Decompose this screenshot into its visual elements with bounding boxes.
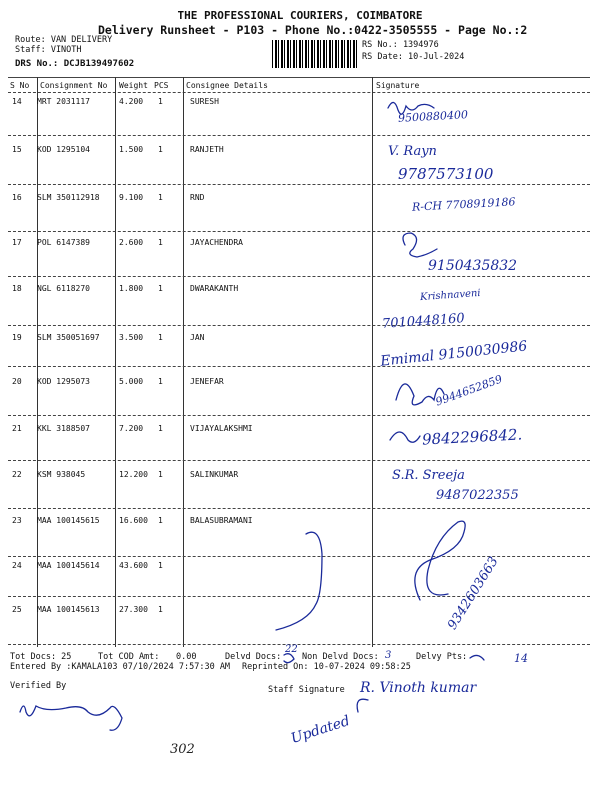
- col-header-weight: Weight: [119, 81, 148, 90]
- pcs: 1: [158, 561, 163, 570]
- pcs: 1: [158, 145, 163, 154]
- handwritten-number: 14: [514, 652, 528, 665]
- pcs: 1: [158, 470, 163, 479]
- sno: 20: [12, 377, 22, 386]
- sno: 19: [12, 333, 22, 342]
- pcs: 1: [158, 377, 163, 386]
- weight: 4.200: [119, 97, 144, 106]
- pcs: 1: [158, 424, 163, 433]
- consignment-no: MRT 2031117: [37, 97, 90, 106]
- consignee-name: RANJETH: [190, 145, 224, 154]
- sno: 21: [12, 424, 22, 433]
- handwritten-phone: R-CH 7708919186: [411, 195, 516, 214]
- signature-scribble: [276, 532, 322, 630]
- consignment-no: KOD 1295104: [37, 145, 90, 154]
- runsheet-subtitle: Delivery Runsheet - P103 - Phone No.:0422-3505555 - Page No.:2: [98, 23, 528, 37]
- sno: 22: [12, 470, 22, 479]
- delivery-points-label: Delvy Pts:: [416, 652, 468, 662]
- col-header-consignment: Consignment No: [40, 81, 108, 90]
- staff-signature-label: Staff Signature: [268, 685, 345, 695]
- sno: 25: [12, 605, 22, 614]
- handwritten-phone: 9787573100: [398, 165, 494, 183]
- consignee-name: VIJAYALAKSHMI: [190, 424, 253, 433]
- handwritten-phone: 9487022355: [436, 488, 519, 503]
- reprinted-on: Reprinted On: 10-07-2024 09:58:25: [242, 662, 411, 672]
- consignee-name: RND: [190, 193, 205, 202]
- entered-by: Entered By :KAMALA103 07/10/2024 7:57:30 AM: [10, 662, 231, 672]
- verified-by-label: Verified By: [10, 681, 67, 691]
- col-header-pcs: PCS: [154, 81, 169, 90]
- col-header-sno: S No: [10, 81, 30, 90]
- consignee-name: SALINKUMAR: [190, 470, 239, 479]
- consignment-no: KSM 938045: [37, 470, 86, 479]
- weight: 9.100: [119, 193, 144, 202]
- consignee-name: DWARAKANTH: [190, 284, 239, 293]
- pcs: 1: [158, 333, 163, 342]
- sno: 14: [12, 97, 22, 106]
- weight: 1.800: [119, 284, 144, 293]
- handwritten-staff-signature: R. Vinoth kumar: [360, 680, 477, 696]
- weight: 43.600: [119, 561, 148, 570]
- rs-date: RS Date: 10-Jul-2024: [362, 52, 465, 62]
- pcs: 1: [158, 238, 163, 247]
- signature-scribble: [284, 654, 294, 663]
- handwritten-phone: 9500880400: [397, 108, 469, 125]
- handwritten-phone: 9944652859: [433, 372, 505, 409]
- total-cod-label: Tot COD Amt:: [98, 652, 160, 662]
- consignee-name: JAYACHENDRA: [190, 238, 243, 247]
- rs-number: RS No.: 1394976: [362, 40, 439, 50]
- route-label: Route: VAN DELIVERY: [15, 35, 113, 45]
- consignee-name: BALASUBRAMANI: [190, 516, 253, 525]
- sno: 23: [12, 516, 22, 525]
- pcs: 1: [158, 284, 163, 293]
- signature-scribble: [20, 706, 122, 730]
- handwritten-mark: 302: [170, 742, 195, 757]
- handwritten-phone: 7010448160: [381, 311, 466, 332]
- pcs: 1: [158, 516, 163, 525]
- consignment-no: SLM 350051697: [37, 333, 100, 342]
- handwritten-updated: Updated: [289, 712, 352, 748]
- handwritten-phone: Emimal 9150030986: [379, 338, 529, 370]
- handwritten-name: Krishnaveni: [419, 287, 481, 304]
- handwritten-name: V. Rayn: [388, 144, 437, 159]
- col-header-consignee: Consignee Details: [186, 81, 268, 90]
- weight: 1.500: [119, 145, 144, 154]
- company-title: THE PROFESSIONAL COURIERS, COIMBATORE: [177, 9, 423, 22]
- handwritten-phone: 9342603663: [445, 554, 502, 633]
- total-docs: Tot Docs: 25: [10, 652, 72, 662]
- total-cod-value: 0.00: [176, 652, 197, 662]
- weight: 5.000: [119, 377, 144, 386]
- consignment-no: MAA 100145615: [37, 516, 100, 525]
- delivered-docs-label: Delvd Docs:: [225, 652, 282, 662]
- sno: 15: [12, 145, 22, 154]
- weight: 2.600: [119, 238, 144, 247]
- weight: 12.200: [119, 470, 148, 479]
- sno: 24: [12, 561, 22, 570]
- handwritten-number: 3: [385, 650, 392, 661]
- consignment-no: NGL 6118270: [37, 284, 90, 293]
- pcs: 1: [158, 605, 163, 614]
- consignment-no: KKL 3188507: [37, 424, 90, 433]
- signature-scribble: [403, 233, 437, 257]
- consignee-name: SURESH: [190, 97, 219, 106]
- non-delivered-docs-label: Non Delvd Docs:: [302, 652, 379, 662]
- handwritten-name: S.R. Sreeja: [392, 468, 465, 483]
- handwritten-phone: 9150435832: [428, 258, 518, 274]
- consignment-no: KOD 1295073: [37, 377, 90, 386]
- signature-scribble: [357, 699, 368, 712]
- signature-scribble: [470, 655, 484, 660]
- handwritten-phone: 9842296842.: [421, 425, 523, 449]
- weight: 27.300: [119, 605, 148, 614]
- weight: 3.500: [119, 333, 144, 342]
- weight: 7.200: [119, 424, 144, 433]
- drs-number: DRS No.: DCJB139497602: [15, 59, 135, 69]
- consignee-name: JAN: [190, 333, 205, 342]
- consignment-no: POL 6147389: [37, 238, 90, 247]
- consignee-name: JENEFAR: [190, 377, 224, 386]
- pcs: 1: [158, 97, 163, 106]
- consignment-no: MAA 100145614: [37, 561, 100, 570]
- consignment-no: SLM 350112918: [37, 193, 100, 202]
- signature-scribble: [415, 521, 465, 600]
- col-header-signature: Signature: [376, 81, 420, 90]
- weight: 16.600: [119, 516, 148, 525]
- staff-label: Staff: VINOTH: [15, 45, 82, 55]
- pcs: 1: [158, 193, 163, 202]
- sno: 18: [12, 284, 22, 293]
- handwritten-number: 22: [285, 644, 298, 655]
- signature-scribble: [390, 432, 420, 442]
- sno: 16: [12, 193, 22, 202]
- sno: 17: [12, 238, 22, 247]
- consignment-no: MAA 100145613: [37, 605, 100, 614]
